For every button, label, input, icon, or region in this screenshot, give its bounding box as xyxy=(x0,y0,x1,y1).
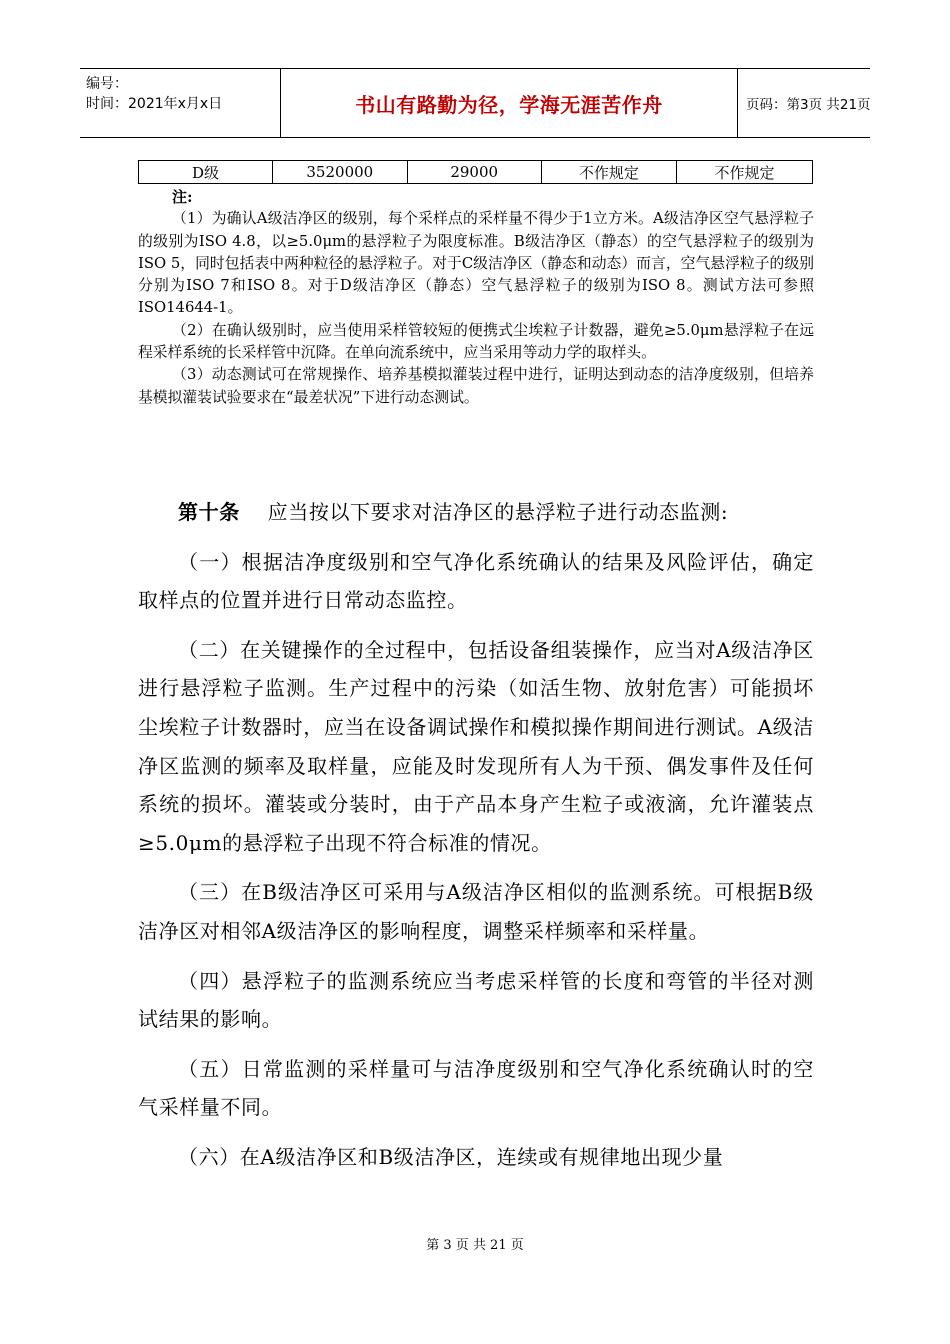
table-row xyxy=(139,161,813,184)
table-notes xyxy=(138,186,814,409)
article-body xyxy=(138,493,814,1188)
page-footer: 第 3 页 共 21 页 xyxy=(426,1238,524,1253)
note-item: （3）动态测试可在常规操作、培养基模拟灌装过程中进行，证明达到动态的洁净度级别，但培养基模拟灌装试验要求在“最差状况”下进行动态测试。 xyxy=(138,366,814,406)
article-paragraph: （二）在关键操作的全过程中，包括设备组装操作，应当对A级洁净区进行悬浮粒子监测。生产过程中的污染（如活生物、放射危害）可能损坏尘埃粒子计数器时，应当在设备调试操作和模拟操作期间进行测试。A级洁净区监测的频率及取样量，应能及时发现所有人为干预、偶发事件及任何系统的损坏。灌装或分装时，由于产品本身产生粒子或液滴，允许灌装点≥5.0μm的悬浮粒子出现不符合标准的情况。 xyxy=(138,637,814,855)
table-cell-static-50: 29000 xyxy=(407,161,541,184)
notes-title: 注: xyxy=(172,188,193,206)
note-item: （1）为确认A级洁净区的级别，每个采样点的采样量不得少于1立方米。A级洁净区空气悬浮粒子的级别为ISO 4.8，以≥5.0μm的悬浮粒子为限度标准。B级洁净区（静态）的空气悬浮粒子的级别为ISO 5，同时包括表中两种粒径的悬浮粒子。对于C级洁净区（静态和动态）而言，空气悬浮粒子的级别分别为ISO 7和ISO 8。对于D级洁净区（静态）空气悬浮粒子的级别为ISO 8。测试方法可参照ISO14644-1。 xyxy=(138,210,814,317)
grade-table xyxy=(138,160,813,184)
table-cell-dynamic-50: 不作规定 xyxy=(676,161,812,184)
article-paragraph: （三）在B级洁净区可采用与A级洁净区相似的监测系统。可根据B级洁净区对相邻A级洁净区的影响程度，调整采样频率和采样量。 xyxy=(138,880,814,943)
table-cell-dynamic-05: 不作规定 xyxy=(541,161,676,184)
page-header xyxy=(80,68,870,138)
header-page-number: 页码：第3页 共21页 xyxy=(746,97,871,113)
table-cell-grade: D级 xyxy=(139,161,273,184)
header-motto: 书山有路勤为径，学海无涯苦作舟 xyxy=(355,92,663,117)
article-label: 第十条 xyxy=(178,500,240,524)
article-heading xyxy=(138,493,814,532)
document-number: 编号： xyxy=(86,76,128,92)
article-paragraph: （六）在A级洁净区和B级洁净区，连续或有规律地出现少量 xyxy=(178,1144,724,1169)
header-meta xyxy=(80,69,281,137)
article-paragraph: （一）根据洁净度级别和空气净化系统确认的结果及风险评估，确定取样点的位置并进行日常动态监控。 xyxy=(138,549,814,613)
note-item: （2）在确认级别时，应当使用采样管较短的便携式尘埃粒子计数器，避免≥5.0μm悬浮粒子在远程采样系统的长采样管中沉降。在单向流系统中，应当采用等动力学的取样头。 xyxy=(138,321,814,362)
table-cell-static-05: 3520000 xyxy=(273,161,407,184)
header-motto-cell xyxy=(281,69,738,137)
document-time: 时间：2021年x月x日 xyxy=(86,96,223,112)
article-intro: 应当按以下要求对洁净区的悬浮粒子进行动态监测: xyxy=(267,500,729,524)
article-paragraph: （五）日常监测的采样量可与洁净度级别和空气净化系统确认时的空气采样量不同。 xyxy=(138,1056,814,1120)
article-paragraph: （四）悬浮粒子的监测系统应当考虑采样管的长度和弯管的半径对测试结果的影响。 xyxy=(138,968,814,1032)
